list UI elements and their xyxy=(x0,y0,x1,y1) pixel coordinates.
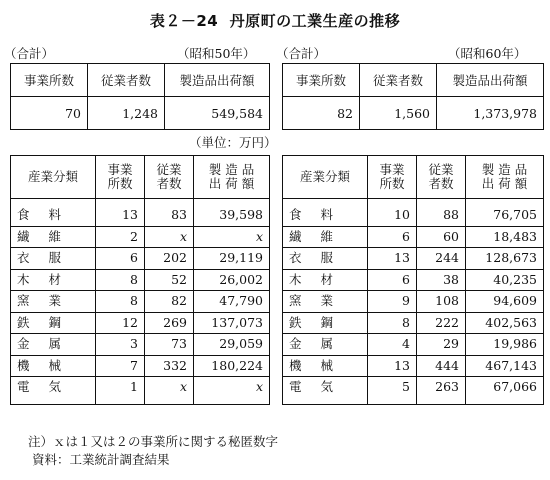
source-note: 資料：工業統計調査結果 xyxy=(32,452,170,467)
left-total-label: （合計） xyxy=(4,46,55,61)
shipments-cell: 29,059 xyxy=(194,334,270,356)
shipments-cell: x xyxy=(194,226,270,248)
establishments-cell: 3 xyxy=(96,334,145,356)
employees-cell: 244 xyxy=(417,248,466,270)
category-cell: 繊維 xyxy=(11,226,96,248)
detail-table-showa50 xyxy=(10,155,270,405)
employees-cell: 269 xyxy=(145,312,194,334)
header-category: 産業分類 xyxy=(283,156,368,199)
establishments-cell: 13 xyxy=(368,355,417,377)
establishments-cell: 9 xyxy=(368,291,417,313)
unit-label: （単位：万円） xyxy=(189,135,277,150)
employees-cell: 73 xyxy=(145,334,194,356)
category-cell: 機械 xyxy=(283,355,368,377)
table-row xyxy=(283,291,544,313)
shipments-cell: 76,705 xyxy=(466,199,544,227)
summary-employees: 1,560 xyxy=(360,97,437,130)
shipments-cell: 180,224 xyxy=(194,355,270,377)
table-row xyxy=(283,269,544,291)
employees-cell: 83 xyxy=(145,199,194,227)
category-cell: 木材 xyxy=(11,269,96,291)
summary-table-showa50 xyxy=(10,63,270,130)
category-cell: 金属 xyxy=(283,334,368,356)
employees-cell: 222 xyxy=(417,312,466,334)
shipments-cell: 19,986 xyxy=(466,334,544,356)
employees-cell: x xyxy=(145,226,194,248)
summary-establishments: 82 xyxy=(283,97,360,130)
table-row xyxy=(283,355,544,377)
header-employees: 従業 者数 xyxy=(145,156,194,199)
summary-shipments: 549,584 xyxy=(165,97,270,130)
establishments-cell: 6 xyxy=(368,226,417,248)
category-cell: 木材 xyxy=(283,269,368,291)
summary-header-row xyxy=(283,64,544,97)
shipments-cell: 18,483 xyxy=(466,226,544,248)
table-number: 表２－24 xyxy=(149,12,219,30)
category-cell: 衣服 xyxy=(11,248,96,270)
shipments-cell: 94,609 xyxy=(466,291,544,313)
employees-cell: 444 xyxy=(417,355,466,377)
establishments-cell: 2 xyxy=(96,226,145,248)
employees-cell: 332 xyxy=(145,355,194,377)
left-year-label: （昭和50年） xyxy=(177,46,256,61)
table-row xyxy=(283,248,544,270)
employees-cell: 60 xyxy=(417,226,466,248)
table-row xyxy=(283,334,544,356)
summary-header-shipments: 製造品出荷額 xyxy=(165,64,270,97)
establishments-cell: 4 xyxy=(368,334,417,356)
summary-shipments: 1,373,978 xyxy=(437,97,544,130)
employees-cell: 108 xyxy=(417,291,466,313)
footnote: 注）ｘは１又は２の事業所に関する秘匿数字 xyxy=(28,434,279,449)
page-title xyxy=(0,10,550,31)
establishments-cell: 5 xyxy=(368,377,417,405)
establishments-cell: 6 xyxy=(96,248,145,270)
summary-header-row xyxy=(11,64,270,97)
category-cell: 金属 xyxy=(11,334,96,356)
header-employees: 従業 者数 xyxy=(417,156,466,199)
establishments-cell: 13 xyxy=(368,248,417,270)
employees-cell: 88 xyxy=(417,199,466,227)
shipments-cell: 47,790 xyxy=(194,291,270,313)
summary-value-row xyxy=(283,97,544,130)
category-cell: 窯業 xyxy=(283,291,368,313)
establishments-cell: 8 xyxy=(368,312,417,334)
table-row xyxy=(11,291,270,313)
shipments-cell: 40,235 xyxy=(466,269,544,291)
category-cell: 電気 xyxy=(283,377,368,405)
summary-header-establishments: 事業所数 xyxy=(283,64,360,97)
category-cell: 食料 xyxy=(11,199,96,227)
shipments-cell: 26,002 xyxy=(194,269,270,291)
establishments-cell: 12 xyxy=(96,312,145,334)
header-shipments: 製 造 品 出 荷 額 xyxy=(466,156,544,199)
header-category: 産業分類 xyxy=(11,156,96,199)
summary-header-employees: 従業者数 xyxy=(88,64,165,97)
employees-cell: 38 xyxy=(417,269,466,291)
shipments-cell: 39,598 xyxy=(194,199,270,227)
summary-header-establishments: 事業所数 xyxy=(11,64,88,97)
header-shipments: 製 造 品 出 荷 額 xyxy=(194,156,270,199)
table-row xyxy=(283,226,544,248)
category-cell: 衣服 xyxy=(283,248,368,270)
category-cell: 窯業 xyxy=(11,291,96,313)
table-row xyxy=(283,377,544,405)
shipments-cell: 467,143 xyxy=(466,355,544,377)
establishments-cell: 6 xyxy=(368,269,417,291)
table-row xyxy=(11,248,270,270)
employees-cell: 202 xyxy=(145,248,194,270)
establishments-cell: 10 xyxy=(368,199,417,227)
table-row xyxy=(283,199,544,227)
right-total-label: （合計） xyxy=(276,46,327,61)
table-row xyxy=(283,312,544,334)
establishments-cell: 13 xyxy=(96,199,145,227)
summary-table-showa60 xyxy=(282,63,544,130)
shipments-cell: 402,563 xyxy=(466,312,544,334)
category-cell: 繊維 xyxy=(283,226,368,248)
establishments-cell: 8 xyxy=(96,269,145,291)
category-cell: 鉄鋼 xyxy=(11,312,96,334)
summary-header-employees: 従業者数 xyxy=(360,64,437,97)
table-row xyxy=(11,226,270,248)
table-title: 丹原町の工業生産の推移 xyxy=(229,12,401,30)
table-row xyxy=(11,269,270,291)
table-row xyxy=(11,334,270,356)
shipments-cell: 67,066 xyxy=(466,377,544,405)
detail-header-row xyxy=(11,156,270,199)
employees-cell: 82 xyxy=(145,291,194,313)
shipments-cell: 29,119 xyxy=(194,248,270,270)
shipments-cell: 137,073 xyxy=(194,312,270,334)
right-year-label: （昭和60年） xyxy=(448,46,527,61)
employees-cell: 29 xyxy=(417,334,466,356)
category-cell: 機械 xyxy=(11,355,96,377)
table-row xyxy=(11,355,270,377)
category-cell: 食料 xyxy=(283,199,368,227)
employees-cell: x xyxy=(145,377,194,405)
establishments-cell: 7 xyxy=(96,355,145,377)
summary-establishments: 70 xyxy=(11,97,88,130)
summary-employees: 1,248 xyxy=(88,97,165,130)
summary-value-row xyxy=(11,97,270,130)
header-establishments: 事業 所数 xyxy=(96,156,145,199)
shipments-cell: 128,673 xyxy=(466,248,544,270)
detail-table-showa60 xyxy=(282,155,544,405)
shipments-cell: x xyxy=(194,377,270,405)
header-establishments: 事業 所数 xyxy=(368,156,417,199)
detail-header-row xyxy=(283,156,544,199)
employees-cell: 263 xyxy=(417,377,466,405)
category-cell: 電気 xyxy=(11,377,96,405)
table-row xyxy=(11,312,270,334)
establishments-cell: 8 xyxy=(96,291,145,313)
employees-cell: 52 xyxy=(145,269,194,291)
table-row xyxy=(11,377,270,405)
establishments-cell: 1 xyxy=(96,377,145,405)
summary-header-shipments: 製造品出荷額 xyxy=(437,64,544,97)
category-cell: 鉄鋼 xyxy=(283,312,368,334)
table-row xyxy=(11,199,270,227)
